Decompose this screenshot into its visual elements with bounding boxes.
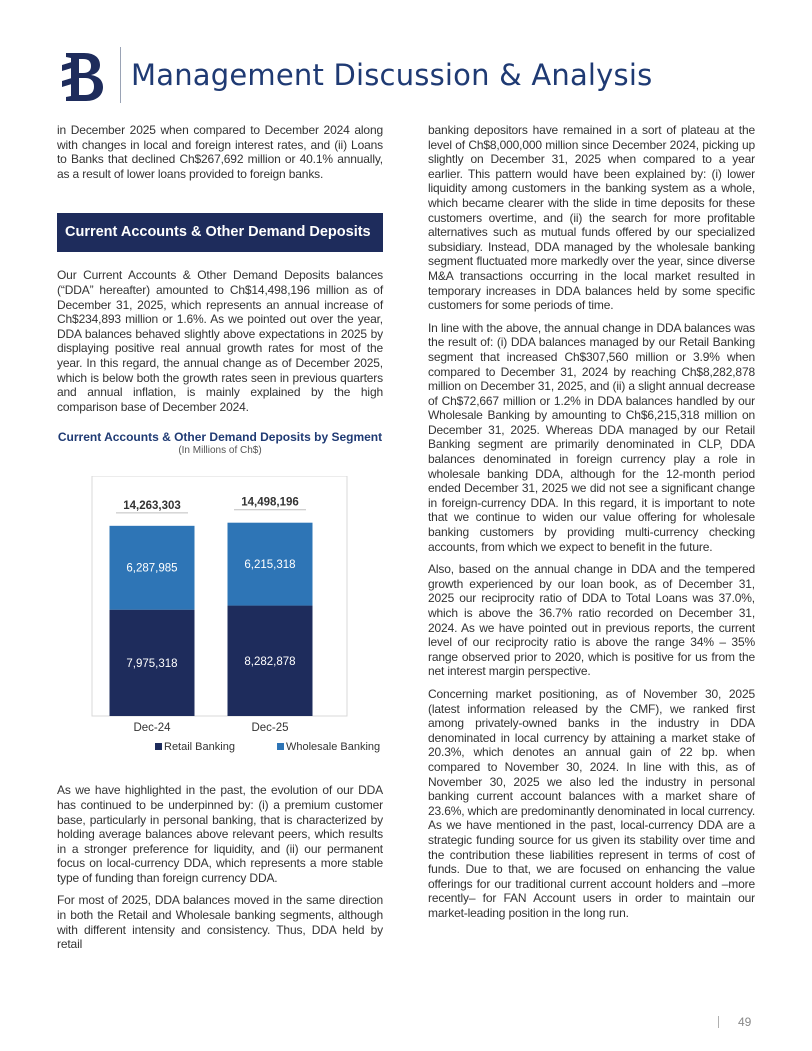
data-label: 8,282,878 <box>244 656 296 669</box>
legend-label: Wholesale Banking <box>286 741 381 754</box>
data-label: 6,215,318 <box>244 559 296 572</box>
x-tick-label: Dec-24 <box>133 722 171 735</box>
total-label: 14,263,303 <box>123 500 181 513</box>
right-column <box>428 123 755 928</box>
dda-segments-paragraph: For most of 2025, DDA balances moved in the same direction in both the Retail and Wholesale banking segments, although with different intensity and consistency. Thus, DDA held by retail <box>57 893 383 952</box>
dda-overview-paragraph: Our Current Accounts & Other Demand Deposits balances (“DDA” hereafter) amounted to Ch$14,498,196 million as of December 31, 2025, which represents an annual increase of Ch$234,893 million or 1.6%. As we pointed out over the year, DDA balances behaved slightly above expectations in 2025 by displaying positive real annual growth rates for most of the year. In this regard, the annual change as of December 2025, which is below both the growth rates seen in previous quarters and annual inflation, is mainly explained by the high comparison base of December 2024. <box>57 268 383 414</box>
total-label: 14,498,196 <box>241 497 299 510</box>
data-label: 6,287,985 <box>126 563 178 576</box>
header-divider <box>120 47 121 103</box>
reciprocity-paragraph: Also, based on the annual change in DDA and the tempered growth experienced by our loan book, as of December 31, 2025 our reciprocity ratio of DDA to Total Loans was 37.0%, which is above the 36.7% ratio recorded on December 31, 2024. As we have pointed out in previous reports, the current level of our reciprocity ratio is above the range 34% – 35% range observed prior to 2020, which is positive for us from the net interest margin perspective. <box>428 562 755 679</box>
legend-swatch <box>155 743 162 750</box>
chart-subtitle: (In Millions of Ch$) <box>178 445 262 457</box>
chart-title: Current Accounts & Other Demand Deposits by Segment <box>57 430 383 445</box>
section-heading: Current Accounts & Other Demand Deposits <box>57 213 383 252</box>
x-tick-label: Dec-25 <box>251 722 289 735</box>
retail-dda-paragraph: banking depositors have remained in a sort of plateau at the level of Ch$8,000,000 million since December 2024, picking up slightly on December 31, 2025 when compared to a year earlier. This pattern would have been explained by: (i) lower liquidity among customers in the banking system as a whole, which became clearer with the slide in time deposits for these customers overtime, and (ii) the search for more profitable alternatives such as mutual funds offered by our specialized subsidiary. Instead, DDA managed by the wholesale banking segment fluctuated more markedly over the year, since diverse M&A transactions occurring in the local market resulted in temporary increases in DDA balances held by some specific customers for some periods of time. <box>428 123 755 313</box>
page-number-divider <box>718 1016 719 1028</box>
bank-logo <box>62 47 106 105</box>
market-positioning-paragraph: Concerning market positioning, as of November 30, 2025 (latest information released by the CMF), we ranked first among privately-owned banks in the industry in DDA denominated in local currency by attaining a market stake of 20.3%, which denotes an annual gain of 22 bp. when compared to November 30, 2024. In line with this, as of November 30, 2025 we also led the industry in personal banking current account balances with a market share of 23.6%, which are predominantly denominated in local currency. As we have mentioned in the past, local-currency DDA are a strategic funding source for us given its stability over time and the contribution these liabilities represent in terms of cost of funds. Due to that, we are focused on enhancing the value offerings for our traditional current account holders and –more recently– for FAN Account users in order to maintain our market-leading position in the long run. <box>428 686 755 920</box>
left-column <box>57 123 383 960</box>
dda-segment-chart <box>57 476 383 766</box>
page-title: Management Discussion & Analysis <box>131 58 653 92</box>
annual-change-paragraph: In line with the above, the annual change in DDA balances was the result of: (i) DDA balances managed by our Retail Banking segment that increased Ch$307,560 million or 3.9% when compared to December 31, 2024 by reaching Ch$8,282,878 million on December 31, 2025, and (ii) a slight annual decrease of Ch$72,667 million or 1.2% in DDA balances handled by our Wholesale Banking by amounting to Ch$6,215,318 million on December 31, 2025. Whereas DDA managed by our Retail Banking segment are primarily denominated in CLP, DDA balances denominated in foreign currency play a role in wholesale banking DDA, although for the 12-month period ended December 31, 2025 we did not see a significant change in foreign-currency DDA. In this regard, it is important to note that we continue to widen our value offering for wholesale banking customers by providing multi-currency checking accounts, from which we expect to benefit in the future. <box>428 320 755 554</box>
left-intro-paragraph: in December 2025 when compared to December 2024 along with changes in local and foreign interest rates, and (ii) Loans to Banks that declined Ch$267,692 million or 40.1% annually, as a result of lower loans provided to foreign banks. <box>57 123 383 181</box>
legend-swatch <box>277 743 284 750</box>
dda-drivers-paragraph: As we have highlighted in the past, the evolution of our DDA has continued to be underpinned by: (i) a premium customer base, particularly in personal banking, that is characterized by holding average balances above relevant peers, which results in a stronger preference for liquidity, and (ii) our permanent focus on local-currency DDA, which represents a more stable type of funding than foreign currency DDA. <box>57 783 383 885</box>
legend-label: Retail Banking <box>164 741 235 754</box>
page-number: 49 <box>738 1015 752 1029</box>
chart-container <box>57 476 383 771</box>
data-label: 7,975,318 <box>126 658 178 671</box>
